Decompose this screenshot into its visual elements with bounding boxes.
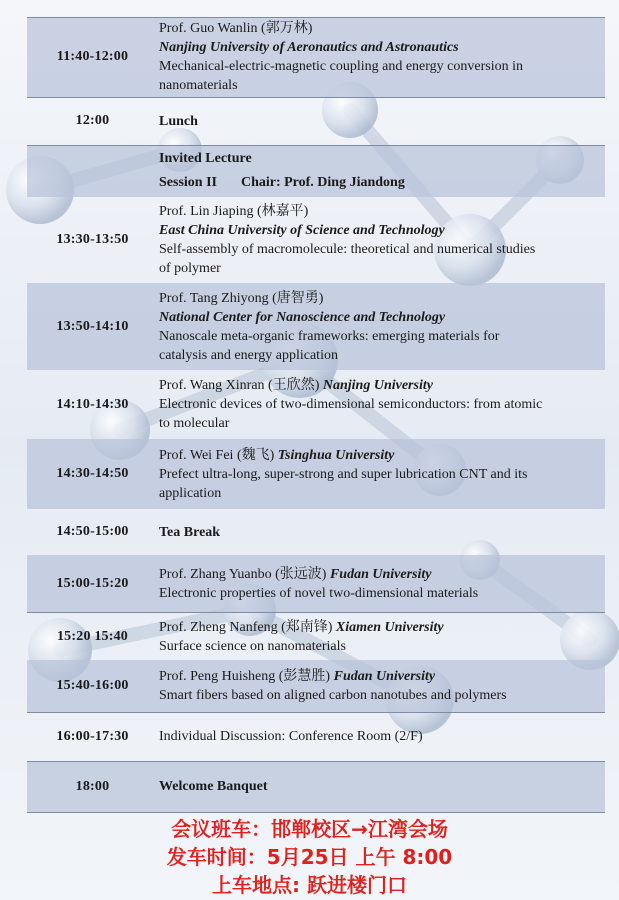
speaker-name: Prof. Lin Jiaping (林嘉平): [159, 204, 309, 219]
session-details: [158, 667, 605, 705]
session-details: [158, 147, 605, 195]
event-label: Tea Break: [159, 524, 221, 540]
footer-line-2: 发车时间：5月25日 上午 8:00: [166, 845, 453, 869]
speaker-name: Prof. Zheng Nanfeng (郑南锋): [159, 619, 333, 635]
time-slot: 15:20 15:40: [56, 628, 129, 644]
speaker-institution: Nanjing University: [322, 378, 433, 393]
time-slot: 14:30-14:50: [56, 466, 129, 481]
event-label: Lunch: [159, 113, 198, 129]
session-details: [158, 523, 605, 542]
time-slot: 18:00: [75, 778, 110, 794]
row-divider: [27, 145, 605, 146]
event-label: Welcome Banquet: [159, 779, 268, 794]
schedule-row: [27, 509, 605, 555]
talk-title: Prefect ultra-long, super-strong and super lubrication CNT and its: [159, 466, 528, 482]
session-details: [158, 376, 605, 433]
speaker-institution: National Center for Nanoscience and Technology: [159, 309, 446, 325]
schedule-row: [27, 712, 605, 761]
row-divider: [27, 17, 605, 18]
session-details: [158, 727, 605, 746]
talk-title: Mechanical-electric-magnetic coupling and energy conversion in: [159, 59, 523, 74]
schedule-row: [27, 660, 605, 712]
talk-title: Electronic properties of novel two-dimensional materials: [159, 586, 479, 601]
speaker-line: [159, 289, 601, 308]
talk-title: Self-assembly of macromolecule: theoretical and numerical studies: [159, 242, 536, 257]
time-slot: 15:00-15:20: [56, 576, 129, 591]
speaker-name: Prof. Wei Fei (魏飞): [159, 447, 275, 463]
speaker-line: [159, 376, 601, 395]
talk-title: nanomaterials: [159, 78, 238, 93]
row-divider: [27, 812, 605, 813]
time-slot: 11:40-12:00: [56, 49, 129, 64]
schedule-row: [27, 197, 605, 283]
speaker-institution: East China University of Science and Technology: [159, 223, 445, 238]
session-details: [158, 565, 605, 603]
talk-title: catalysis and energy application: [159, 347, 338, 363]
talk-title: Nanoscale meta-organic frameworks: emerging materials for: [159, 328, 500, 344]
session-number: Session II: [159, 175, 217, 190]
schedule-row: [27, 145, 605, 197]
session-details: [158, 777, 605, 796]
footer-line-3: 上车地点: 跃进楼门口: [212, 873, 407, 897]
row-divider: [27, 612, 605, 613]
row-divider: [27, 712, 605, 713]
session-chair-line: [159, 171, 601, 195]
talk-title: to molecular: [159, 416, 230, 431]
row-divider: [27, 97, 605, 98]
time-slot: 13:30-13:50: [56, 232, 129, 247]
footer-line-1: 会议班车：邯郸校区→江湾会场: [171, 817, 448, 841]
speaker-line: [159, 565, 601, 584]
schedule-row: [27, 17, 605, 97]
speaker-line: [159, 446, 601, 465]
speaker-name: Prof. Tang Zhiyong (唐智勇): [159, 290, 324, 306]
talk-title: Surface science on nanomaterials: [159, 638, 346, 654]
schedule-row: [27, 370, 605, 439]
time-slot: 15:40-16:00: [56, 678, 129, 693]
talk-title: Electronic devices of two-dimensional semiconductors: from atomic: [159, 397, 543, 412]
speaker-institution: Tsinghua University: [277, 447, 395, 463]
speaker-institution: Nanjing University of Aeronautics and Astronautics: [159, 40, 459, 55]
session-details: [158, 289, 605, 365]
speaker-line: [159, 667, 601, 686]
schedule-row: [27, 97, 605, 145]
speaker-line: [159, 19, 601, 38]
speaker-name: Prof. Zhang Yuanbo (张远波): [159, 567, 327, 582]
session-heading: Invited Lecture: [159, 151, 252, 166]
row-divider: [27, 761, 605, 762]
session-chair: Chair: Prof. Ding Jiandong: [240, 175, 405, 190]
speaker-institution: Fudan University: [333, 669, 436, 684]
speaker-institution: Xiamen University: [335, 619, 444, 635]
time-slot: 13:50-14:10: [56, 318, 129, 334]
time-slot: 12:00: [75, 113, 110, 128]
speaker-name: Prof. Peng Huisheng (彭慧胜): [159, 669, 331, 684]
time-slot: 16:00-17:30: [56, 728, 129, 744]
schedule-row: [27, 613, 605, 660]
speaker-line: [159, 618, 601, 637]
speaker-name: Prof. Guo Wanlin (郭万林): [159, 21, 313, 36]
schedule-row: [27, 555, 605, 613]
schedule-row: [27, 283, 605, 370]
session-details: [158, 446, 605, 503]
speaker-name: Prof. Wang Xinran (王欣然): [159, 378, 320, 393]
schedule-row: [27, 761, 605, 812]
time-slot: 14:50-15:00: [56, 524, 129, 539]
session-details: [158, 618, 605, 656]
talk-title: Individual Discussion: Conference Room (2/F): [159, 729, 423, 744]
schedule-row: [27, 439, 605, 509]
session-details: [158, 202, 605, 278]
talk-title: Smart fibers based on aligned carbon nanotubes and polymers: [159, 688, 507, 703]
talk-title: of polymer: [159, 261, 221, 276]
speaker-line: [159, 202, 601, 221]
speaker-institution: Fudan University: [329, 567, 432, 582]
time-slot: 14:10-14:30: [56, 396, 129, 412]
session-details: [158, 19, 605, 95]
session-details: [158, 112, 605, 131]
talk-title: application: [159, 485, 222, 501]
